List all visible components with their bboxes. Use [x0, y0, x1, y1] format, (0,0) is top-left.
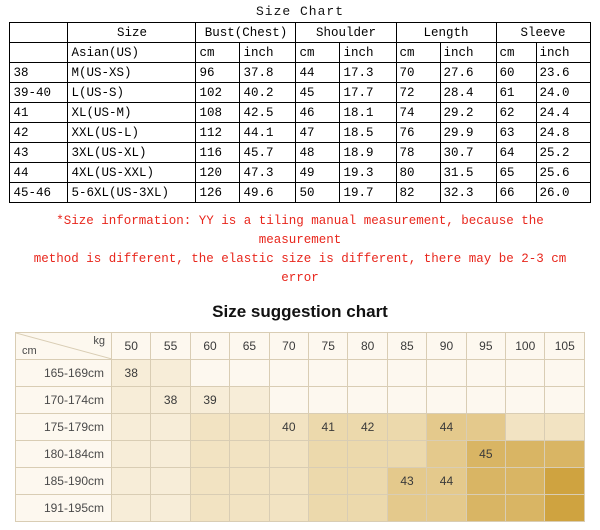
suggestion-cell: [427, 360, 466, 387]
suggestion-cell: [545, 468, 585, 495]
weight-header-cell: 65: [230, 333, 269, 360]
cell-length-cm: 78: [396, 143, 440, 163]
height-header-cell: 165-169cm: [16, 360, 112, 387]
cell-bust-inch: 49.6: [240, 183, 296, 203]
cell-bust-cm: 112: [196, 123, 240, 143]
height-header-cell: 175-179cm: [16, 414, 112, 441]
cell-length-cm: 72: [396, 83, 440, 103]
cell-sleeve-inch: 24.8: [536, 123, 590, 143]
cell-length-inch: 28.4: [440, 83, 496, 103]
cell-sleeve-inch: 25.2: [536, 143, 590, 163]
suggestion-cell: [309, 468, 348, 495]
suggestion-cell: [427, 387, 466, 414]
suggestion-cell: 38: [112, 360, 151, 387]
suggestion-cell: [427, 441, 466, 468]
cell-bust-inch: 40.2: [240, 83, 296, 103]
cell-shoulder-inch: 18.5: [340, 123, 396, 143]
weight-header-cell: 75: [309, 333, 348, 360]
suggestion-cell: [506, 414, 545, 441]
unit-sleeve-cm: cm: [496, 43, 536, 63]
header-size: Size: [68, 23, 196, 43]
suggestion-row: [16, 387, 585, 414]
table-header-group-row: [10, 23, 590, 43]
suggestion-cell: [151, 414, 190, 441]
weight-header-cell: 85: [387, 333, 426, 360]
header-length: Length: [396, 23, 496, 43]
suggestion-cell: [466, 495, 505, 522]
suggestion-cell: [230, 414, 269, 441]
suggestion-cell: [309, 360, 348, 387]
suggestion-chart: [15, 332, 585, 522]
cell-length-inch: 29.9: [440, 123, 496, 143]
suggestion-cell: [387, 495, 426, 522]
suggestion-cell: [506, 441, 545, 468]
weight-header-cell: 70: [269, 333, 308, 360]
cell-length-cm: 80: [396, 163, 440, 183]
cell-sleeve-inch: 24.4: [536, 103, 590, 123]
measurement-note: [17, 212, 583, 288]
cell-sleeve-inch: 26.0: [536, 183, 590, 203]
cell-sleeve-inch: 23.6: [536, 63, 590, 83]
unit-asian-us: Asian(US): [68, 43, 196, 63]
suggestion-cell: [190, 441, 229, 468]
suggestion-cell: [466, 468, 505, 495]
suggestion-cell: [230, 441, 269, 468]
weight-header-cell: 55: [151, 333, 190, 360]
unit-shoulder-cm: cm: [296, 43, 340, 63]
cell-bust-inch: 47.3: [240, 163, 296, 183]
suggestion-table: [15, 332, 585, 522]
cell-shoulder-cm: 45: [296, 83, 340, 103]
weight-header-cell: 95: [466, 333, 505, 360]
unit-length-inch: inch: [440, 43, 496, 63]
cell-shoulder-cm: 44: [296, 63, 340, 83]
suggestion-cell: [387, 360, 426, 387]
suggestion-cell: [309, 495, 348, 522]
suggestion-cell: [151, 360, 190, 387]
suggestion-row: [16, 414, 585, 441]
cell-bust-inch: 42.5: [240, 103, 296, 123]
suggestion-cell: [230, 387, 269, 414]
axis-label-kg: kg: [93, 335, 105, 347]
size-chart-title: Size Chart: [255, 4, 344, 19]
cell-shoulder-cm: 46: [296, 103, 340, 123]
cell-shoulder-inch: 18.1: [340, 103, 396, 123]
suggestion-cell: [151, 468, 190, 495]
height-header-cell: 185-190cm: [16, 468, 112, 495]
height-header-cell: 191-195cm: [16, 495, 112, 522]
cell-bust-cm: 108: [196, 103, 240, 123]
weight-header-cell: 50: [112, 333, 151, 360]
suggestion-cell: [151, 441, 190, 468]
suggestion-cell: [269, 468, 308, 495]
suggestion-cell: [151, 495, 190, 522]
cell-length-inch: 32.3: [440, 183, 496, 203]
suggestion-cell: [348, 360, 387, 387]
weight-header-cell: 105: [545, 333, 585, 360]
header-blank-cell: [10, 23, 68, 43]
cell-sleeve-cm: 60: [496, 63, 536, 83]
suggestion-cell: [545, 441, 585, 468]
suggestion-cell: 39: [190, 387, 229, 414]
suggestion-cell: 44: [427, 468, 466, 495]
unit-blank-cell: [10, 43, 68, 63]
axis-label-cm: cm: [22, 345, 37, 357]
suggestion-cell: [230, 468, 269, 495]
cell-shoulder-inch: 17.7: [340, 83, 396, 103]
measurement-note-line-2: method is different, the elastic size is different, there may be 2-3 cm error: [33, 252, 567, 285]
cell-length-inch: 27.6: [440, 63, 496, 83]
cell-shoulder-cm: 47: [296, 123, 340, 143]
suggestion-cell: [269, 495, 308, 522]
table-row: [10, 103, 590, 123]
cell-sleeve-cm: 64: [496, 143, 536, 163]
cell-tag: 44: [10, 163, 68, 183]
suggestion-cell: [545, 414, 585, 441]
measurement-note-line-1: *Size information: YY is a tiling manual measurement, because the measurement: [56, 214, 544, 247]
cell-bust-cm: 126: [196, 183, 240, 203]
cell-tag: 41: [10, 103, 68, 123]
cell-tag: 45-46: [10, 183, 68, 203]
unit-sleeve-inch: inch: [536, 43, 590, 63]
suggestion-cell: [506, 387, 545, 414]
cell-bust-cm: 120: [196, 163, 240, 183]
suggestion-row: [16, 441, 585, 468]
cell-length-cm: 76: [396, 123, 440, 143]
cell-tag: 43: [10, 143, 68, 163]
table-row: [10, 83, 590, 103]
cell-size: 4XL(US-XXL): [68, 163, 196, 183]
cell-shoulder-inch: 19.3: [340, 163, 396, 183]
suggestion-row: [16, 495, 585, 522]
suggestion-cell: [230, 495, 269, 522]
suggestion-cell: [190, 468, 229, 495]
cell-sleeve-inch: 25.6: [536, 163, 590, 183]
weight-header-cell: 100: [506, 333, 545, 360]
table-row: [10, 63, 590, 83]
cell-shoulder-inch: 18.9: [340, 143, 396, 163]
suggestion-cell: [387, 414, 426, 441]
cell-bust-cm: 102: [196, 83, 240, 103]
suggestion-header-row: [16, 333, 585, 360]
cell-length-cm: 82: [396, 183, 440, 203]
suggestion-cell: [545, 387, 585, 414]
height-header-cell: 170-174cm: [16, 387, 112, 414]
cell-sleeve-cm: 65: [496, 163, 536, 183]
suggestion-cell: [190, 495, 229, 522]
suggestion-cell: [269, 360, 308, 387]
suggestion-cell: [348, 387, 387, 414]
cell-bust-cm: 96: [196, 63, 240, 83]
suggestion-cell: [427, 495, 466, 522]
suggestion-cell: [466, 414, 505, 441]
suggestion-cell: [112, 387, 151, 414]
cell-length-inch: 31.5: [440, 163, 496, 183]
suggestion-cell: 42: [348, 414, 387, 441]
weight-header-cell: 80: [348, 333, 387, 360]
suggestion-cell: [545, 495, 585, 522]
suggestion-cell: 45: [466, 441, 505, 468]
cell-sleeve-cm: 61: [496, 83, 536, 103]
cell-bust-inch: 45.7: [240, 143, 296, 163]
cell-length-cm: 74: [396, 103, 440, 123]
cell-shoulder-cm: 50: [296, 183, 340, 203]
table-row: [10, 143, 590, 163]
suggestion-cell: 41: [309, 414, 348, 441]
suggestion-cell: [387, 441, 426, 468]
table-row: [10, 183, 590, 203]
suggestion-cell: [466, 387, 505, 414]
suggestion-cell: [112, 414, 151, 441]
suggestion-cell: 38: [151, 387, 190, 414]
suggestion-cell: 40: [269, 414, 308, 441]
size-chart-table: [9, 22, 590, 203]
cell-tag: 39-40: [10, 83, 68, 103]
suggestion-cell: [269, 387, 308, 414]
suggestion-cell: [112, 468, 151, 495]
suggestion-row: [16, 468, 585, 495]
cell-length-inch: 29.2: [440, 103, 496, 123]
cell-tag: 38: [10, 63, 68, 83]
cell-sleeve-cm: 62: [496, 103, 536, 123]
suggestion-cell: 44: [427, 414, 466, 441]
table-row: [10, 123, 590, 143]
cell-length-cm: 70: [396, 63, 440, 83]
cell-sleeve-cm: 66: [496, 183, 536, 203]
suggestion-cell: [348, 468, 387, 495]
suggestion-cell: [506, 468, 545, 495]
cell-bust-cm: 116: [196, 143, 240, 163]
suggestion-cell: 43: [387, 468, 426, 495]
suggestion-cell: [309, 441, 348, 468]
cell-size: M(US-XS): [68, 63, 196, 83]
cell-length-inch: 30.7: [440, 143, 496, 163]
suggestion-cell: [112, 441, 151, 468]
unit-bust-inch: inch: [240, 43, 296, 63]
unit-length-cm: cm: [396, 43, 440, 63]
header-bust: Bust(Chest): [196, 23, 296, 43]
suggestion-cell: [190, 360, 229, 387]
cell-shoulder-cm: 49: [296, 163, 340, 183]
suggestion-cell: [190, 414, 229, 441]
cell-size: 5-6XL(US-3XL): [68, 183, 196, 203]
axis-corner-cell: [16, 333, 112, 360]
suggestion-cell: [309, 387, 348, 414]
suggestion-cell: [112, 495, 151, 522]
weight-header-cell: 60: [190, 333, 229, 360]
suggestion-cell: [506, 360, 545, 387]
weight-header-cell: 90: [427, 333, 466, 360]
header-shoulder: Shoulder: [296, 23, 396, 43]
cell-size: XL(US-M): [68, 103, 196, 123]
suggestion-cell: [466, 360, 505, 387]
cell-shoulder-cm: 48: [296, 143, 340, 163]
suggestion-cell: [269, 441, 308, 468]
table-row: [10, 163, 590, 183]
cell-size: XXL(US-L): [68, 123, 196, 143]
suggestion-cell: [545, 360, 585, 387]
header-sleeve: Sleeve: [496, 23, 590, 43]
cell-bust-inch: 37.8: [240, 63, 296, 83]
cell-size: 3XL(US-XL): [68, 143, 196, 163]
table-header-unit-row: [10, 43, 590, 63]
suggestion-chart-title: Size suggestion chart: [212, 302, 388, 321]
cell-sleeve-cm: 63: [496, 123, 536, 143]
suggestion-cell: [506, 495, 545, 522]
cell-bust-inch: 44.1: [240, 123, 296, 143]
height-header-cell: 180-184cm: [16, 441, 112, 468]
cell-sleeve-inch: 24.0: [536, 83, 590, 103]
cell-tag: 42: [10, 123, 68, 143]
suggestion-cell: [387, 387, 426, 414]
cell-size: L(US-S): [68, 83, 196, 103]
suggestion-cell: [230, 360, 269, 387]
unit-shoulder-inch: inch: [340, 43, 396, 63]
suggestion-row: [16, 360, 585, 387]
suggestion-cell: [348, 441, 387, 468]
cell-shoulder-inch: 19.7: [340, 183, 396, 203]
cell-shoulder-inch: 17.3: [340, 63, 396, 83]
suggestion-cell: [348, 495, 387, 522]
unit-bust-cm: cm: [196, 43, 240, 63]
